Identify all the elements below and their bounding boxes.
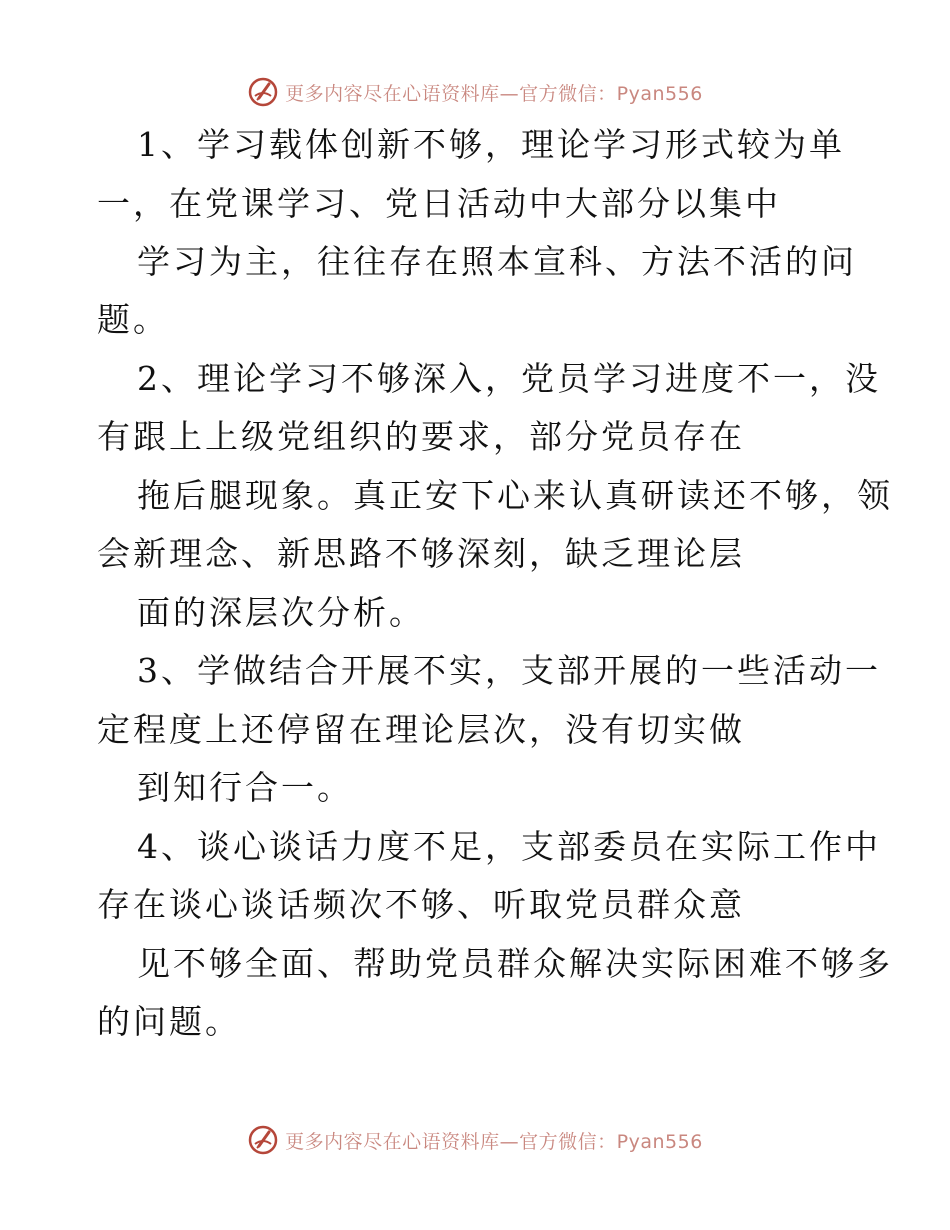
text-line: 2、理论学习不够深入，党员学习进度不一，没 [137,359,881,398]
watermark-text: 更多内容尽在心语资料库—官方微信：Pyan556 [285,82,703,105]
book-pen-logo-icon [247,76,279,108]
text-line: 题。 [97,300,169,339]
text-line: 4、谈心谈话力度不足，支部委员在实际工作中 [137,827,881,866]
text-line: 一，在党课学习、党日活动中大部分以集中 [97,184,781,223]
text-line: 定程度上还停留在理论层次，没有切实做 [97,710,745,749]
footer-watermark [0,1120,950,1160]
text-line: 有跟上上级党组织的要求，部分党员存在 [97,417,745,456]
text-line: 的问题。 [97,1002,241,1041]
text-line: 1、学习载体创新不够，理论学习形式较为单 [137,125,845,164]
text-line: 拖后腿现象。真正安下心来认真研读还不够，领 [137,476,893,515]
text-line: 会新理念、新思路不够深刻，缺乏理论层 [97,534,745,573]
text-line: 学习为主，往往存在照本宣科、方法不活的问 [137,242,857,281]
header-watermark [0,72,950,112]
text-line: 面的深层次分析。 [137,593,425,632]
text-line: 3、学做结合开展不实，支部开展的一些活动一 [137,651,881,690]
text-line: 见不够全面、帮助党员群众解决实际困难不够多 [137,944,893,983]
watermark-text: 更多内容尽在心语资料库—官方微信：Pyan556 [285,1130,703,1153]
text-line: 存在谈心谈话频次不够、听取党员群众意 [97,885,745,924]
text-line: 到知行合一。 [137,768,353,807]
book-pen-logo-icon [247,1124,279,1156]
